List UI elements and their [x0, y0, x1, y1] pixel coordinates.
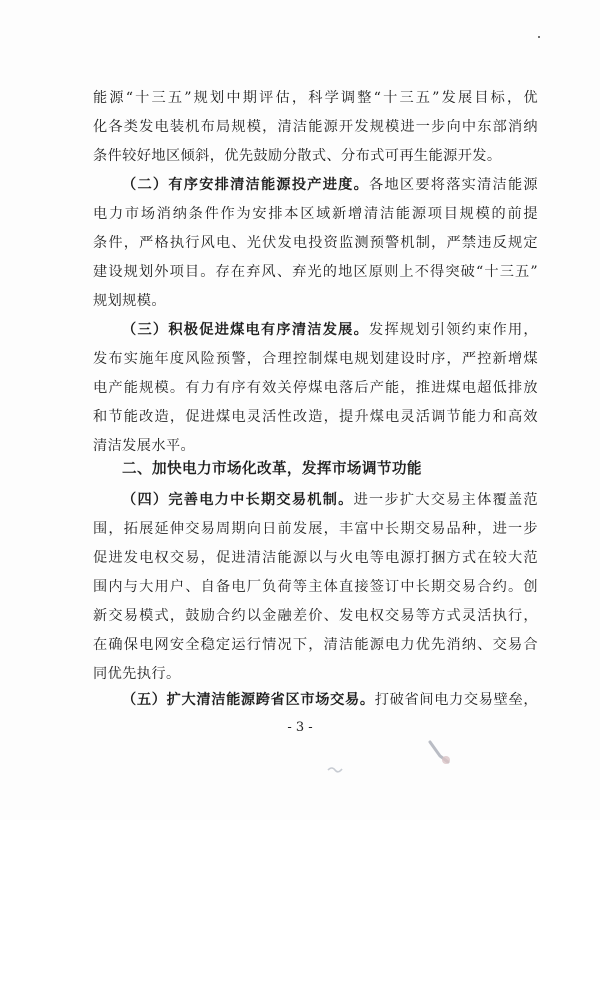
paragraph-4: [93, 486, 538, 689]
paragraph-title: （三）积极促进煤电有序清洁发展。: [122, 322, 370, 338]
paragraph-title: （五）扩大清洁能源跨省区市场交易。: [122, 692, 375, 708]
text-line: 发布实施年度风险预警，合理控制煤电规划建设时序，严控新增煤: [93, 351, 538, 367]
paragraph-text: 打破省间电力交易壁垒，: [374, 692, 538, 708]
text-line: 围内与大用户、自备电厂负荷等主体直接签订中长期交易合约。创: [93, 579, 538, 595]
text-line: [93, 171, 538, 200]
text-line: 化各类发电装机布局规模，清洁能源开发规模进一步向中东部消纳: [93, 119, 538, 135]
text-line: [93, 486, 538, 515]
page-number: - 3 -: [287, 720, 313, 735]
text-line: 条件较好地区倾斜，优先鼓励分散式、分布式可再生能源开发。: [93, 148, 502, 164]
scan-mark-icon: [426, 738, 454, 768]
scan-speck: [538, 36, 540, 38]
paragraph-5: [93, 686, 538, 715]
text-line: 条件，严格执行风电、光伏发电投资监测预警机制，严禁违反规定: [93, 235, 538, 251]
paragraph-text: 发挥规划引领约束作用，: [369, 322, 538, 338]
text-line: 电产能规模。有力有序有效关停煤电落后产能，推进煤电超低排放: [93, 380, 538, 396]
text-line: 新交易模式，鼓励合约以金融差价、发电权交易等方式灵活执行，: [93, 608, 538, 624]
paragraph-title: （四）完善电力中长期交易机制。: [122, 492, 354, 508]
text-line: [93, 316, 538, 345]
paragraph-3: [93, 316, 538, 461]
text-line: 围，拓展延伸交易周期向日前发展，丰富中长期交易品种，进一步: [93, 521, 538, 537]
text-line: 和节能改造，促进煤电灵活性改造，提升煤电灵活调节能力和高效: [93, 409, 538, 425]
text-line: 能源“十三五”规划中期评估，科学调整“十三五”发展目标，优: [93, 90, 538, 106]
paragraph-text: 进一步扩大交易主体覆盖范: [353, 492, 538, 508]
blank-area: [0, 820, 600, 988]
text-line: 促进发电权交易，促进清洁能源以与火电等电源打捆方式在较大范: [93, 550, 538, 566]
text-line: [93, 686, 538, 715]
paragraph-1: [93, 84, 538, 171]
paragraph-title: （二）有序安排清洁能源投产进度。: [122, 177, 370, 193]
text-line: 建设规划外项目。存在弃风、弃光的地区原则上不得突破“十三五”: [93, 264, 538, 280]
text-line: 清洁发展水平。: [93, 438, 196, 454]
paragraph-2: [93, 171, 538, 316]
scan-smudge-icon: [326, 764, 344, 774]
paragraph-text: 各地区要将落实清洁能源: [369, 177, 538, 193]
text-line: 电力市场消纳条件作为安排本区域新增清洁能源项目规模的前提: [93, 206, 538, 222]
text-line: 同优先执行。: [93, 666, 181, 682]
section-heading: 二、加快电力市场化改革，发挥市场调节功能: [122, 460, 422, 477]
text-line: 在确保电网安全稳定运行情况下，清洁能源电力优先消纳、交易合: [93, 637, 538, 653]
text-line: 规划规模。: [93, 293, 166, 309]
